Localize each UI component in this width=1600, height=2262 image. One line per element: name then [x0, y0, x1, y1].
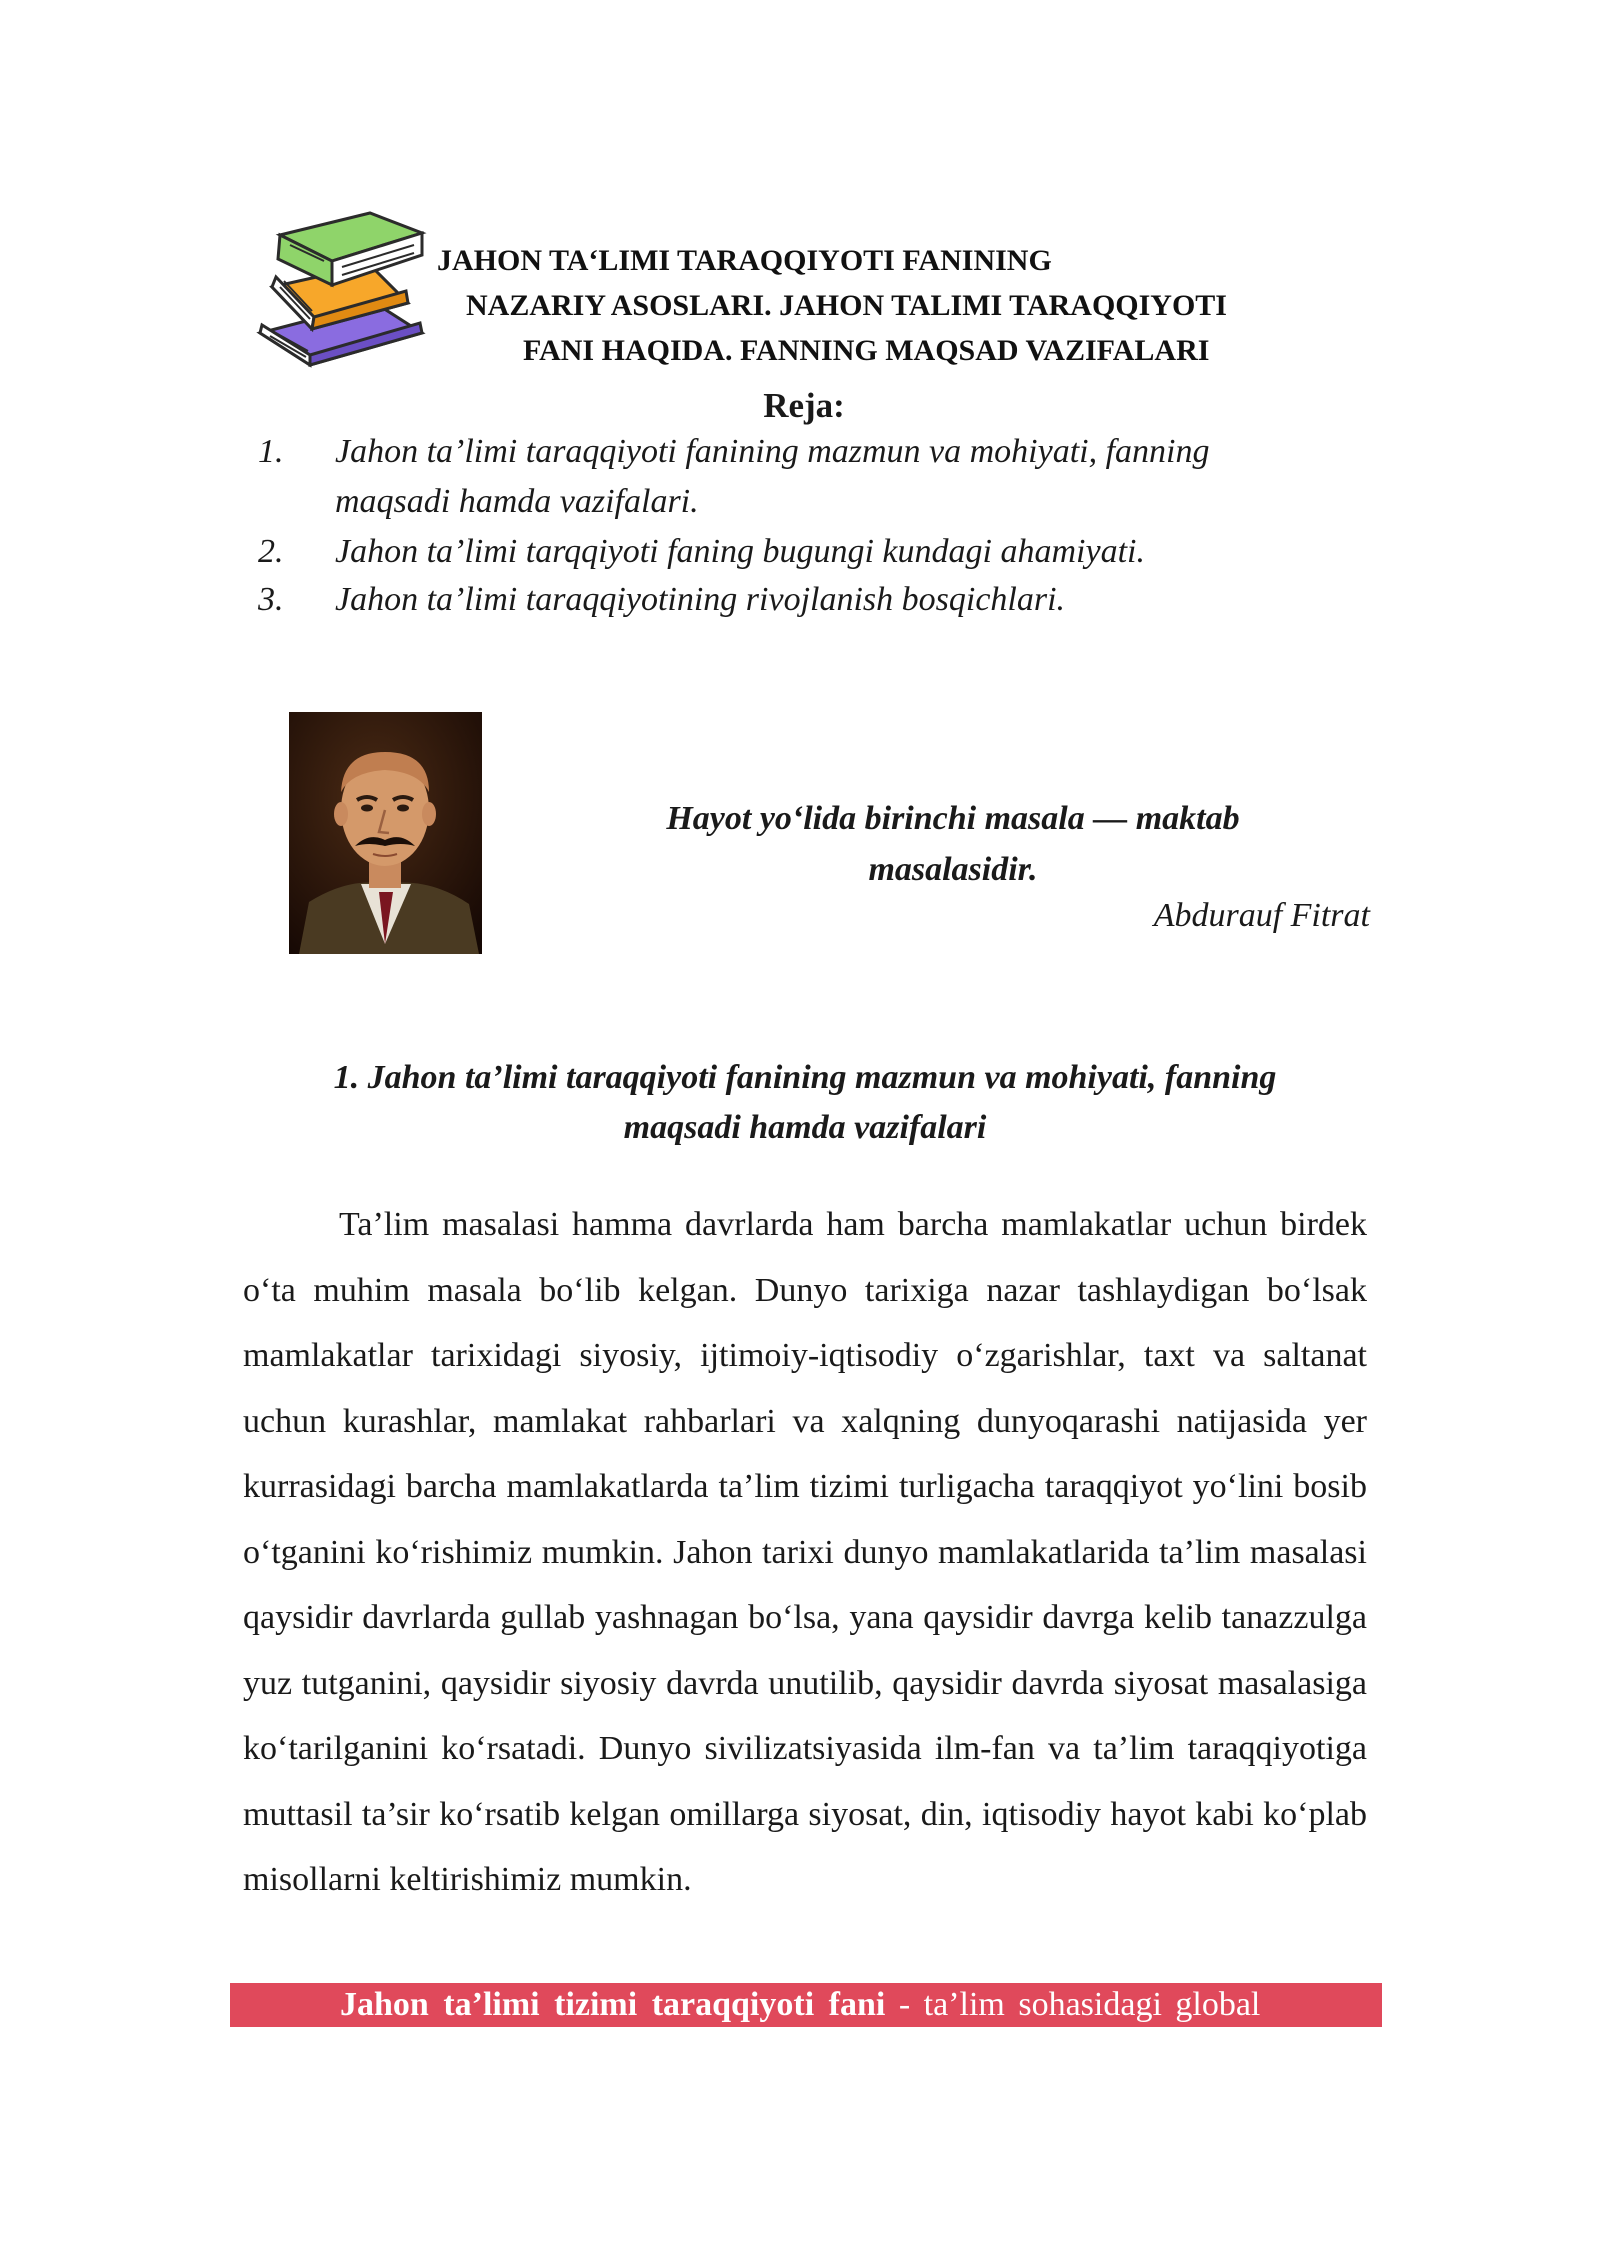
- highlight-definition: - ta’lim sohasidagi global: [885, 1986, 1261, 2023]
- books-stack-icon: [250, 205, 430, 370]
- section-heading-line: 1. Jahon ta’limi taraqqiyoti fanining mazmun va mohiyati, fanning: [333, 1059, 1277, 1096]
- page-title-line-3: FANI HAQIDA. FANNING MAQSAD VAZIFALARI: [523, 334, 1210, 367]
- plan-item-number: 3.: [258, 581, 284, 618]
- plan-heading-text: Reja:: [763, 386, 845, 425]
- quote-author: Abdurauf Fitrat: [1153, 897, 1370, 934]
- section-heading-line: maqsadi hamda vazifalari: [623, 1109, 987, 1146]
- plan-item-text: Jahon ta’limi tarqqiyoti faning bugungi kundagi ahamiyati.: [335, 533, 1145, 570]
- highlight-term: Jahon ta’limi tizimi taraqqiyoti fani: [340, 1986, 886, 2023]
- page-title-line-1: JAHON TA‘LIMI TARAQQIYOTI FANINING: [437, 244, 1052, 277]
- green-book-icon: [278, 213, 422, 285]
- plan-heading: [0, 386, 1600, 426]
- portrait-image: [289, 712, 482, 954]
- plan-item-number: 2.: [258, 533, 284, 570]
- body-paragraph: Ta’lim masalasi hamma davrlarda ham barcha mamlakatlar uchun birdek o‘ta muhim masala bo‘lib kelgan. Dunyo tarixiga nazar tashlaydigan bo‘lsak mamlakatlar tarixidagi siyosiy, ijtimoiy-iqtisodiy o‘zgarishlar, taxt va saltanat uchun kurashlar, mamlakat rahbarlari va xalqning dunyoqarashi natijasida yer kurrasidagi barcha mamlakatlarda ta’lim tizimi turligacha taraqqiyot yo‘lini bosib o‘tganini ko‘rishimiz mumkin. Jahon tarixi dunyo mamlakatlarida ta’lim masalasi qaysidir davrlarda gullab yashnagan bo‘lsa, yana qaysidir davrga kelib tanazzulga yuz tutganini, qaysidir siyosiy davrda unutilib, qaysidir davrda siyosat masalasiga ko‘tarilganini ko‘rsatadi. Dunyo sivilizatsiyasida ilm-fan va ta’lim taraqqiyotiga muttasil ta’sir ko‘rsatib kelgan omillarga siyosat, din, iqtisodiy hayot kabi ko‘plab misollarni keltirishimiz mumkin.: [243, 1206, 1367, 1898]
- plan-item-text: Jahon ta’limi taraqqiyotining rivojlanish bosqichlari.: [335, 581, 1066, 618]
- quote-line: masalasidir.: [868, 851, 1038, 888]
- page-title-line-2: NAZARIY ASOSLARI. JAHON TALIMI TARAQQIYOTI: [466, 289, 1227, 322]
- section-heading: [250, 1053, 1360, 1153]
- plan-item-number: 1.: [258, 433, 284, 470]
- epigraph-quote: [560, 793, 1346, 895]
- plan-item-text: Jahon ta’limi taraqqiyoti fanining mazmun va mohiyati, fanning: [335, 433, 1210, 470]
- plan-item-text: maqsadi hamda vazifalari.: [335, 483, 699, 520]
- highlight-text: [340, 1983, 1370, 2027]
- quote-line: Hayot yo‘lida birinchi masala — maktab: [666, 800, 1240, 837]
